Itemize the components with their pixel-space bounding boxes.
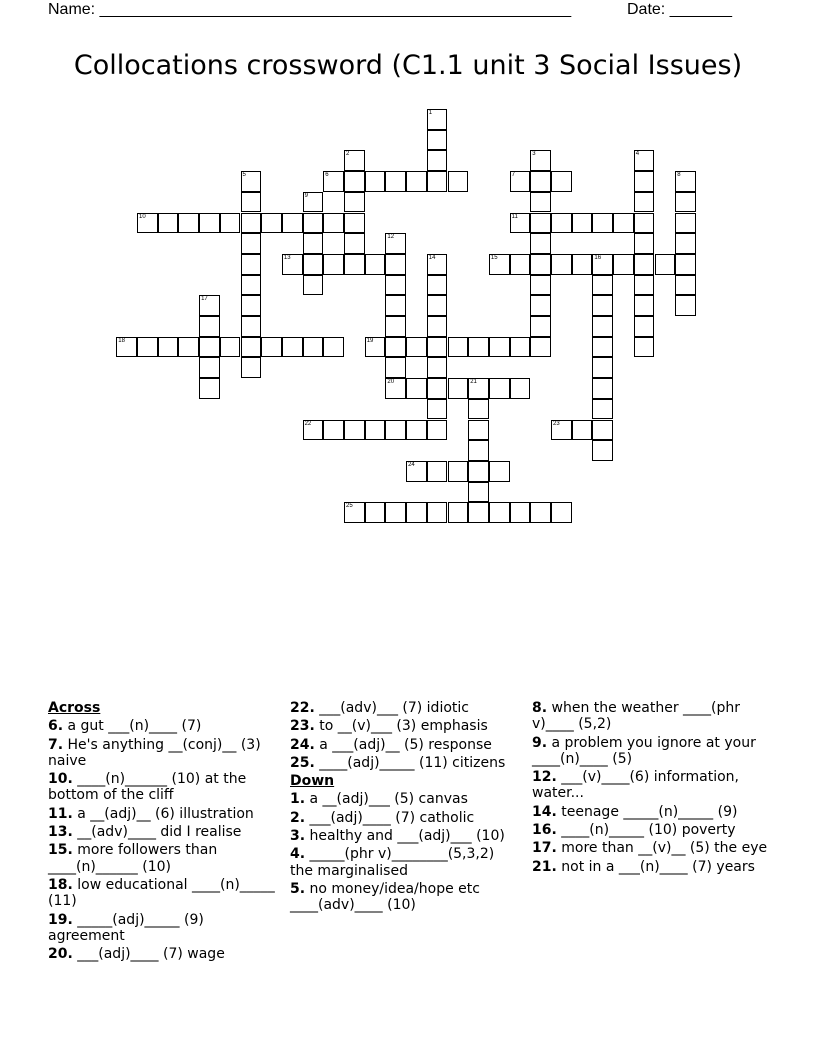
across-clue-list	[48, 718, 278, 962]
crossword-cell[interactable]	[241, 337, 262, 358]
clue-item	[48, 877, 278, 910]
clue-text: ____(n)_____ (10) poverty	[556, 822, 736, 839]
clue-number-label: 10.	[48, 771, 73, 788]
crossword-cell[interactable]	[572, 420, 593, 441]
clue-number: 10	[139, 213, 146, 220]
clue-item	[532, 859, 772, 875]
clue-number-label: 13.	[48, 824, 73, 841]
crossword-cell[interactable]	[489, 461, 510, 482]
crossword-cell[interactable]	[241, 295, 262, 316]
crossword-cell[interactable]	[675, 192, 696, 213]
across-clue-list-continued	[290, 700, 520, 771]
crossword-cell[interactable]	[468, 378, 489, 399]
down-heading: Down	[290, 773, 335, 790]
crossword-cell[interactable]	[427, 420, 448, 441]
crossword-cell[interactable]	[385, 420, 406, 441]
crossword-cell[interactable]	[530, 337, 551, 358]
clue-item	[290, 755, 520, 771]
crossword-cell[interactable]	[261, 213, 282, 234]
clue-number-label: 25.	[290, 754, 315, 771]
clue-text: to __(v)___ (3) emphasis	[314, 718, 488, 735]
crossword-cell[interactable]	[468, 482, 489, 503]
crossword-cell[interactable]	[406, 461, 427, 482]
crossword-cell[interactable]	[158, 213, 179, 234]
clue-item	[290, 810, 520, 826]
crossword-cell[interactable]	[385, 295, 406, 316]
crossword-cell[interactable]	[551, 213, 572, 234]
crossword-cell[interactable]	[530, 295, 551, 316]
clue-item	[290, 846, 520, 879]
clue-number-label: 3.	[290, 828, 306, 845]
crossword-cell[interactable]	[303, 233, 324, 254]
clue-item	[532, 804, 772, 820]
crossword-cell[interactable]	[323, 213, 344, 234]
crossword-cell[interactable]	[241, 233, 262, 254]
crossword-cell[interactable]	[344, 171, 365, 192]
crossword-cell[interactable]	[675, 254, 696, 275]
crossword-cell[interactable]	[675, 213, 696, 234]
clue-number-label: 23.	[290, 718, 315, 735]
crossword-cell[interactable]	[385, 502, 406, 523]
crossword-cell[interactable]	[675, 233, 696, 254]
clue-number-label: 4.	[290, 846, 306, 863]
clue-item	[48, 842, 278, 875]
crossword-cell[interactable]	[365, 254, 386, 275]
clue-number-label: 9.	[532, 734, 548, 751]
crossword-cell[interactable]	[178, 337, 199, 358]
clue-number: 23	[553, 420, 560, 427]
clue-number-label: 8.	[532, 700, 548, 716]
crossword-cell[interactable]	[510, 337, 531, 358]
clue-text: ____(adj)_____ (11) citizens	[314, 754, 506, 771]
crossword-cell[interactable]	[675, 171, 696, 192]
crossword-cell[interactable]	[427, 109, 448, 130]
crossword-cell[interactable]	[282, 213, 303, 234]
crossword-cell[interactable]	[510, 171, 531, 192]
clue-text: more followers than ____(n)______ (10)	[48, 842, 218, 875]
crossword-cell[interactable]	[303, 254, 324, 275]
crossword-cell[interactable]	[592, 295, 613, 316]
crossword-cell[interactable]	[510, 502, 531, 523]
crossword-cell[interactable]	[592, 316, 613, 337]
crossword-cell[interactable]	[344, 213, 365, 234]
clue-text: a gut ___(n)____ (7)	[63, 718, 202, 735]
clue-number: 19	[366, 337, 374, 344]
crossword-cell[interactable]	[220, 337, 241, 358]
crossword-cell[interactable]	[427, 461, 448, 482]
crossword-cell[interactable]	[116, 337, 137, 358]
clue-text: _____(adj)_____ (9) agreement	[48, 911, 204, 944]
clue-text: healthy and ___(adj)___ (10)	[305, 828, 505, 845]
clue-number: 3	[532, 151, 536, 158]
clue-number-label: 11.	[48, 805, 73, 822]
crossword-cell[interactable]	[427, 295, 448, 316]
crossword-cell[interactable]	[385, 316, 406, 337]
clue-item	[48, 824, 278, 840]
clue-number-label: 20.	[48, 946, 73, 963]
crossword-cell[interactable]	[448, 171, 469, 192]
crossword-cell[interactable]	[406, 502, 427, 523]
crossword-cell[interactable]	[675, 275, 696, 296]
crossword-cell[interactable]	[323, 337, 344, 358]
crossword-cell[interactable]	[489, 502, 510, 523]
crossword-cell[interactable]	[365, 420, 386, 441]
crossword-cell[interactable]	[551, 254, 572, 275]
crossword-cell[interactable]	[427, 254, 448, 275]
crossword-cell[interactable]	[592, 420, 613, 441]
clue-number: 25	[346, 503, 353, 510]
clue-item	[290, 718, 520, 734]
crossword-cell[interactable]	[510, 378, 531, 399]
clues-column-3	[532, 700, 772, 877]
crossword-cell[interactable]	[634, 295, 655, 316]
clue-number-label: 15.	[48, 842, 73, 859]
crossword-cell[interactable]	[241, 171, 262, 192]
clue-item	[48, 737, 278, 770]
clue-item	[48, 806, 278, 822]
crossword-cell[interactable]	[530, 254, 551, 275]
clue-text: __(adv)____ did I realise	[72, 824, 242, 841]
crossword-cell[interactable]	[530, 213, 551, 234]
crossword-cell[interactable]	[385, 171, 406, 192]
clue-number-label: 24.	[290, 736, 315, 753]
clue-text: teenage _____(n)_____ (9)	[556, 803, 738, 820]
clue-number-label: 6.	[48, 718, 64, 735]
clue-number-label: 18.	[48, 876, 73, 893]
crossword-cell[interactable]	[365, 337, 386, 358]
clue-item	[48, 946, 278, 962]
crossword-cell[interactable]	[427, 316, 448, 337]
crossword-cell[interactable]	[427, 502, 448, 523]
clues-column-2	[290, 700, 520, 916]
crossword-cell[interactable]	[406, 420, 427, 441]
crossword-cell[interactable]	[365, 502, 386, 523]
crossword-cell[interactable]	[634, 150, 655, 171]
crossword-cell[interactable]	[530, 316, 551, 337]
crossword-cell[interactable]	[303, 213, 324, 234]
crossword-cell[interactable]	[489, 254, 510, 275]
clue-item	[532, 822, 772, 838]
crossword-cell[interactable]	[592, 357, 613, 378]
clue-item	[532, 735, 772, 768]
clue-item	[532, 700, 772, 733]
crossword-cell[interactable]	[282, 337, 303, 358]
clue-number-label: 12.	[532, 769, 557, 786]
crossword-cell[interactable]	[220, 213, 241, 234]
crossword-cell[interactable]	[427, 337, 448, 358]
clue-number-label: 22.	[290, 700, 315, 716]
clue-number-label: 1.	[290, 791, 306, 808]
crossword-cell[interactable]	[427, 399, 448, 420]
crossword-cell[interactable]	[468, 337, 489, 358]
crossword-cell[interactable]	[448, 378, 469, 399]
crossword-cell[interactable]	[530, 150, 551, 171]
clue-item	[532, 840, 772, 856]
crossword-cell[interactable]	[572, 213, 593, 234]
clue-text: a ___(adj)__ (5) response	[314, 736, 492, 753]
crossword-cell[interactable]	[551, 171, 572, 192]
crossword-cell[interactable]	[468, 420, 489, 441]
crossword-cell[interactable]	[365, 171, 386, 192]
crossword-cell[interactable]	[199, 295, 220, 316]
across-heading: Across	[48, 700, 101, 716]
clue-number: 9	[304, 192, 308, 199]
crossword-cell[interactable]	[634, 192, 655, 213]
clue-text: He's anything __(conj)__ (3) naive	[48, 736, 261, 769]
clue-number: 8	[677, 172, 681, 179]
crossword-cell[interactable]	[572, 254, 593, 275]
page-title: Collocations crossword (C1.1 unit 3 Social Issues)	[73, 50, 743, 81]
clue-item	[290, 828, 520, 844]
crossword-cell[interactable]	[634, 316, 655, 337]
crossword-cell[interactable]	[427, 378, 448, 399]
clue-number: 24	[408, 461, 415, 468]
crossword-cell[interactable]	[592, 275, 613, 296]
crossword-cell[interactable]	[468, 502, 489, 523]
crossword-cell[interactable]	[530, 171, 551, 192]
clue-text: more than __(v)__ (5) the eye	[556, 840, 768, 857]
clue-item	[48, 771, 278, 804]
clue-text: a problem you ignore at your ____(n)____ (5)	[532, 734, 756, 767]
crossword-cell[interactable]	[241, 275, 262, 296]
crossword-cell[interactable]	[427, 150, 448, 171]
crossword-cell[interactable]	[323, 171, 344, 192]
crossword-cell[interactable]	[468, 461, 489, 482]
clue-number: 12	[387, 234, 395, 241]
clue-text: ___(adj)____ (7) catholic	[305, 809, 475, 826]
crossword-cell[interactable]	[137, 213, 158, 234]
clue-text: a __(adj)__ (6) illustration	[72, 805, 254, 822]
clue-text: no money/idea/hope etc ____(adv)____ (10)	[290, 880, 480, 914]
crossword-cell[interactable]	[199, 213, 220, 234]
crossword-cell[interactable]	[385, 357, 406, 378]
crossword-cell[interactable]	[344, 254, 365, 275]
clue-number: 4	[635, 151, 640, 158]
crossword-cell[interactable]	[592, 337, 613, 358]
clue-number: 5	[242, 172, 246, 179]
clue-number: 7	[511, 172, 515, 179]
crossword-cell[interactable]	[551, 502, 572, 523]
clue-text: ___(adv)___ (7) idiotic	[314, 700, 469, 716]
clue-text: a __(adj)___ (5) canvas	[305, 791, 468, 808]
clue-number: 22	[304, 420, 312, 427]
crossword-cell[interactable]	[344, 150, 365, 171]
clue-number-label: 7.	[48, 736, 64, 753]
clue-number: 1	[428, 110, 433, 116]
crossword-cell[interactable]	[448, 337, 469, 358]
crossword-cell[interactable]	[241, 316, 262, 337]
crossword-cell[interactable]	[427, 130, 448, 151]
crossword-cell[interactable]	[613, 254, 634, 275]
clue-number-label: 5.	[290, 880, 306, 897]
crossword-cell[interactable]	[385, 254, 406, 275]
clue-text: low educational ____(n)_____ (11)	[48, 876, 275, 910]
clue-number: 14	[428, 254, 436, 261]
crossword-cell[interactable]	[158, 337, 179, 358]
crossword-cell[interactable]	[613, 213, 634, 234]
clue-item	[290, 791, 520, 807]
crossword-cell[interactable]	[303, 337, 324, 358]
clue-item	[48, 718, 278, 734]
crossword-cell[interactable]	[344, 420, 365, 441]
crossword-cell[interactable]	[427, 171, 448, 192]
clue-number: 20	[387, 379, 395, 386]
crossword-cell[interactable]	[427, 357, 448, 378]
crossword-cell[interactable]	[530, 192, 551, 213]
clue-number: 17	[201, 296, 208, 303]
clue-text: ____(n)______ (10) at the bottom of the cliff	[48, 771, 247, 804]
crossword-cell[interactable]	[510, 213, 531, 234]
crossword-cell[interactable]	[592, 254, 613, 275]
clue-text: when the weather ____(phr v)____ (5,2)	[532, 700, 740, 733]
crossword-cell[interactable]	[261, 337, 282, 358]
crossword-cell[interactable]	[137, 337, 158, 358]
crossword-cell[interactable]	[344, 502, 365, 523]
crossword-cell[interactable]	[344, 192, 365, 213]
down-clue-list-continued	[532, 700, 772, 875]
crossword-cell[interactable]	[468, 440, 489, 461]
crossword-cell[interactable]	[406, 171, 427, 192]
clue-item	[290, 881, 520, 914]
clue-number-label: 2.	[290, 809, 306, 826]
clue-number-label: 16.	[532, 822, 557, 839]
clue-text: not in a ___(n)____ (7) years	[556, 858, 755, 875]
down-clue-list	[290, 791, 520, 913]
crossword-cell[interactable]	[406, 378, 427, 399]
crossword-cell[interactable]	[199, 337, 220, 358]
clue-number-label: 14.	[532, 803, 557, 820]
crossword-cell[interactable]	[634, 233, 655, 254]
crossword-cell[interactable]	[634, 213, 655, 234]
crossword-cell[interactable]	[551, 420, 572, 441]
crossword-cell[interactable]	[489, 378, 510, 399]
crossword-cell[interactable]	[178, 213, 199, 234]
clue-item	[290, 737, 520, 753]
crossword-cell[interactable]	[241, 192, 262, 213]
clue-number-label: 21.	[532, 858, 557, 875]
crossword-cell[interactable]	[510, 254, 531, 275]
crossword-cell[interactable]	[530, 275, 551, 296]
crossword-cell[interactable]	[385, 233, 406, 254]
crossword-cell[interactable]	[530, 233, 551, 254]
crossword-cell[interactable]	[303, 420, 324, 441]
crossword-cell[interactable]	[323, 420, 344, 441]
crossword-cell[interactable]	[282, 254, 303, 275]
crossword-cell[interactable]	[448, 502, 469, 523]
clue-text: _____(phr v)________(5,3,2) the marginalised	[290, 846, 495, 879]
clue-number: 15	[490, 254, 498, 261]
crossword-cell[interactable]	[530, 502, 551, 523]
crossword-cell[interactable]	[199, 378, 220, 399]
crossword-cell[interactable]	[385, 337, 406, 358]
crossword-cell[interactable]	[675, 295, 696, 316]
crossword-cell[interactable]	[344, 233, 365, 254]
crossword-cell[interactable]	[303, 192, 324, 213]
clue-number: 21	[470, 379, 477, 386]
clue-number: 2	[346, 151, 350, 158]
clue-number: 13	[283, 254, 291, 261]
crossword-cell[interactable]	[385, 275, 406, 296]
clue-item	[290, 700, 520, 716]
clue-number: 18	[118, 337, 125, 344]
crossword-cell[interactable]	[199, 357, 220, 378]
clue-number-label: 17.	[532, 840, 557, 857]
clue-number: 6	[325, 172, 329, 179]
crossword-cell[interactable]	[489, 337, 510, 358]
clue-item	[532, 769, 772, 802]
crossword-cell[interactable]	[592, 440, 613, 461]
crossword-cell[interactable]	[634, 254, 655, 275]
crossword-cell[interactable]	[634, 171, 655, 192]
crossword-cell[interactable]	[323, 254, 344, 275]
date-field[interactable]: Date: _______	[627, 1, 732, 18]
crossword-cell[interactable]	[655, 254, 676, 275]
crossword-cell[interactable]	[592, 378, 613, 399]
crossword-cell[interactable]	[448, 461, 469, 482]
crossword-cell[interactable]	[199, 316, 220, 337]
clue-item	[48, 912, 278, 945]
clue-number-label: 19.	[48, 911, 73, 928]
crossword-cell[interactable]	[241, 254, 262, 275]
crossword-cell[interactable]	[468, 399, 489, 420]
crossword-cell[interactable]	[592, 399, 613, 420]
clue-text: ___(v)____(6) information, water...	[532, 769, 740, 802]
crossword-cell[interactable]	[634, 275, 655, 296]
crossword-cell[interactable]	[303, 275, 324, 296]
crossword-cell[interactable]	[592, 213, 613, 234]
clue-number: 11	[511, 213, 518, 220]
clue-text: ___(adj)____ (7) wage	[72, 946, 225, 963]
crossword-cell[interactable]	[427, 275, 448, 296]
crossword-cell[interactable]	[634, 337, 655, 358]
crossword-cell[interactable]	[406, 337, 427, 358]
crossword-cell[interactable]	[241, 213, 262, 234]
name-field[interactable]: Name: _____________________________________________________	[48, 1, 572, 18]
crossword-cell[interactable]	[385, 378, 406, 399]
clue-number: 16	[594, 254, 602, 261]
clues-column-1	[48, 700, 278, 964]
crossword-cell[interactable]	[241, 357, 262, 378]
